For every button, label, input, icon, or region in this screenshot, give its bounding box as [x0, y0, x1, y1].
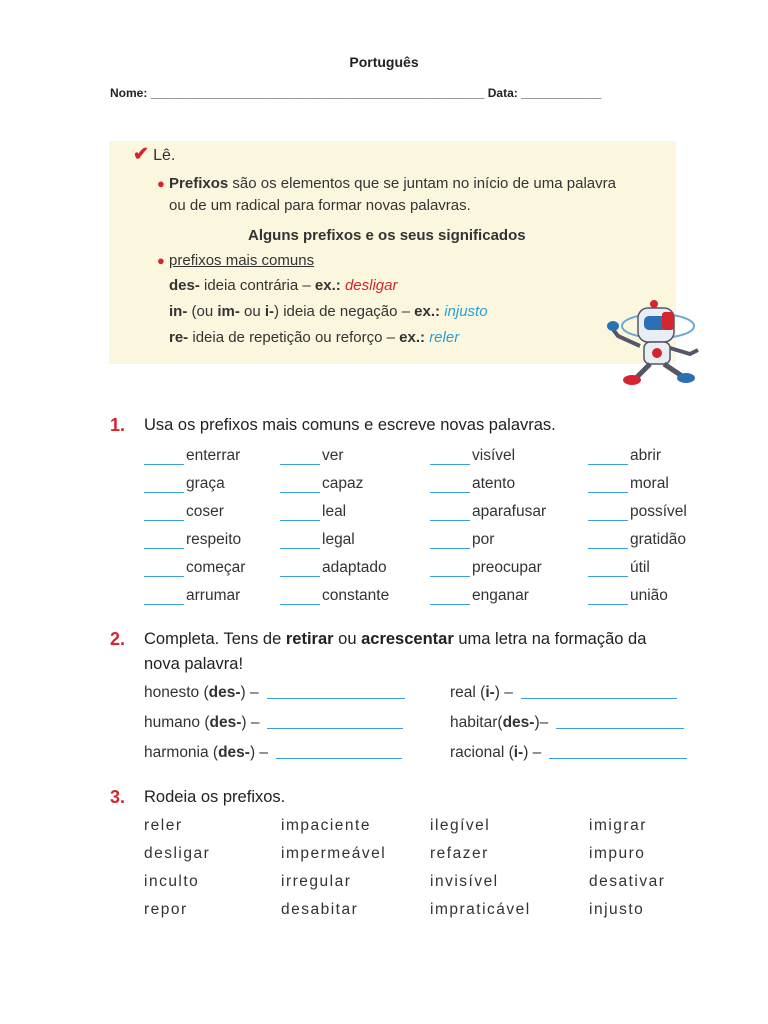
read-heading: ✔ Lê.	[133, 144, 176, 165]
answer-blank[interactable]	[588, 562, 628, 577]
word-blank-item[interactable]: coser	[144, 503, 224, 521]
prefix-word[interactable]: impuro	[589, 845, 646, 862]
answer-blank[interactable]	[430, 534, 470, 549]
word-blank-item[interactable]: legal	[280, 531, 355, 549]
answer-blank[interactable]	[588, 590, 628, 605]
word-blank-item[interactable]: respeito	[144, 531, 241, 549]
fill-item: habitar( des- )–	[450, 714, 684, 732]
info-subtitle: Alguns prefixos e os seus significados	[248, 227, 526, 244]
exercise-2-instruction-line-1: Completa. Tens de retirar ou acrescentar uma letra na formação da	[144, 630, 647, 648]
exercise-3-instruction: Rodeia os prefixos.	[144, 788, 286, 806]
word-blank-item[interactable]: arrumar	[144, 587, 240, 605]
fill-item: racional ( i- ) –	[450, 744, 687, 762]
word-blank-item[interactable]: começar	[144, 559, 245, 577]
bullet-icon: ●	[157, 176, 165, 191]
exercise-3-number: 3.	[110, 787, 126, 807]
word-blank-item[interactable]: moral	[588, 475, 669, 493]
prefix-row-des: des- ideia contrária – ex.: desligar	[169, 277, 398, 294]
answer-blank[interactable]	[144, 534, 184, 549]
answer-line[interactable]	[267, 718, 403, 729]
word-blank-item[interactable]: útil	[588, 559, 650, 577]
prefix-word[interactable]: impraticável	[430, 901, 531, 918]
prefix-list-heading: ● prefixos mais comuns	[157, 252, 315, 269]
prefix-word[interactable]: ilegível	[430, 817, 491, 834]
answer-blank[interactable]	[144, 478, 184, 493]
answer-blank[interactable]	[280, 590, 320, 605]
fill-item: harmonia ( des- ) –	[144, 744, 402, 762]
word-blank-item[interactable]: gratidão	[588, 531, 686, 549]
word-blank-item[interactable]: visível	[430, 447, 515, 465]
word-blank-item[interactable]: ver	[280, 447, 344, 465]
prefix-word[interactable]: refazer	[430, 845, 489, 862]
answer-blank[interactable]	[430, 506, 470, 521]
answer-line[interactable]	[267, 688, 405, 699]
answer-line[interactable]	[556, 718, 684, 729]
word-blank-item[interactable]: abrir	[588, 447, 661, 465]
word-blank-item[interactable]: união	[588, 587, 668, 605]
answer-line[interactable]	[276, 748, 402, 759]
answer-blank[interactable]	[588, 450, 628, 465]
prefix-word[interactable]: irregular	[281, 873, 352, 890]
prefix-word[interactable]: injusto	[589, 901, 645, 918]
name-label: Nome:	[110, 86, 148, 100]
prefix-row-re: re- ideia de repetição ou reforço – ex.: reler	[169, 329, 460, 346]
answer-blank[interactable]	[144, 590, 184, 605]
answer-blank[interactable]	[280, 506, 320, 521]
prefix-word[interactable]: invisível	[430, 873, 499, 890]
name-field[interactable]: __________________________________________________	[150, 86, 485, 100]
answer-blank[interactable]	[280, 478, 320, 493]
word-blank-item[interactable]: por	[430, 531, 494, 549]
word-blank-item[interactable]: possível	[588, 503, 687, 521]
definition-line-1: ● Prefixos são os elementos que se juntam no início de uma palavra	[157, 175, 616, 192]
prefix-word[interactable]: impaciente	[281, 817, 371, 834]
prefix-word[interactable]: inculto	[144, 873, 200, 890]
prefix-word[interactable]: repor	[144, 901, 188, 918]
answer-blank[interactable]	[280, 534, 320, 549]
answer-line[interactable]	[549, 748, 687, 759]
bullet-icon: ●	[157, 253, 165, 268]
page-title: Português	[349, 54, 419, 70]
exercise-1-instruction: Usa os prefixos mais comuns e escreve novas palavras.	[144, 416, 556, 434]
prefix-word[interactable]: desligar	[144, 845, 211, 862]
answer-blank[interactable]	[280, 450, 320, 465]
robot-illustration	[606, 298, 702, 388]
date-field[interactable]: ____________	[521, 86, 602, 100]
word-blank-item[interactable]: adaptado	[280, 559, 387, 577]
answer-blank[interactable]	[430, 450, 470, 465]
answer-blank[interactable]	[280, 562, 320, 577]
prefix-word[interactable]: impermeável	[281, 845, 387, 862]
word-blank-item[interactable]: constante	[280, 587, 389, 605]
word-blank-item[interactable]: enterrar	[144, 447, 240, 465]
word-blank-item[interactable]: graça	[144, 475, 225, 493]
word-blank-item[interactable]: enganar	[430, 587, 529, 605]
definition-line-2: ou de um radical para formar novas palavras.	[169, 197, 471, 214]
fill-item: humano ( des- ) –	[144, 714, 403, 732]
date-label: Data:	[487, 86, 518, 100]
answer-blank[interactable]	[430, 478, 470, 493]
answer-line[interactable]	[521, 688, 677, 699]
word-blank-item[interactable]: atento	[430, 475, 515, 493]
exercise-1-number: 1.	[110, 415, 126, 435]
answer-blank[interactable]	[144, 562, 184, 577]
check-icon: ✔	[133, 144, 149, 165]
answer-blank[interactable]	[144, 450, 184, 465]
prefix-word[interactable]: desabitar	[281, 901, 359, 918]
word-blank-item[interactable]: leal	[280, 503, 346, 521]
prefix-row-in: in- (ou im- ou i-) ideia de negação – ex.: injusto	[169, 303, 488, 320]
exercise-2-number: 2.	[110, 629, 126, 649]
prefix-word[interactable]: desativar	[589, 873, 666, 890]
prefix-word[interactable]: reler	[144, 817, 183, 834]
word-blank-item[interactable]: capaz	[280, 475, 363, 493]
answer-blank[interactable]	[588, 534, 628, 549]
answer-blank[interactable]	[430, 590, 470, 605]
answer-blank[interactable]	[144, 506, 184, 521]
fill-item: honesto ( des- ) –	[144, 684, 405, 702]
prefix-word[interactable]: imigrar	[589, 817, 647, 834]
fill-item: real ( i- ) –	[450, 684, 677, 702]
answer-blank[interactable]	[588, 506, 628, 521]
word-blank-item[interactable]: aparafusar	[430, 503, 546, 521]
name-date-line	[110, 86, 601, 100]
answer-blank[interactable]	[588, 478, 628, 493]
word-blank-item[interactable]: preocupar	[430, 559, 542, 577]
answer-blank[interactable]	[430, 562, 470, 577]
exercise-2-instruction-line-2: nova palavra!	[144, 655, 244, 673]
